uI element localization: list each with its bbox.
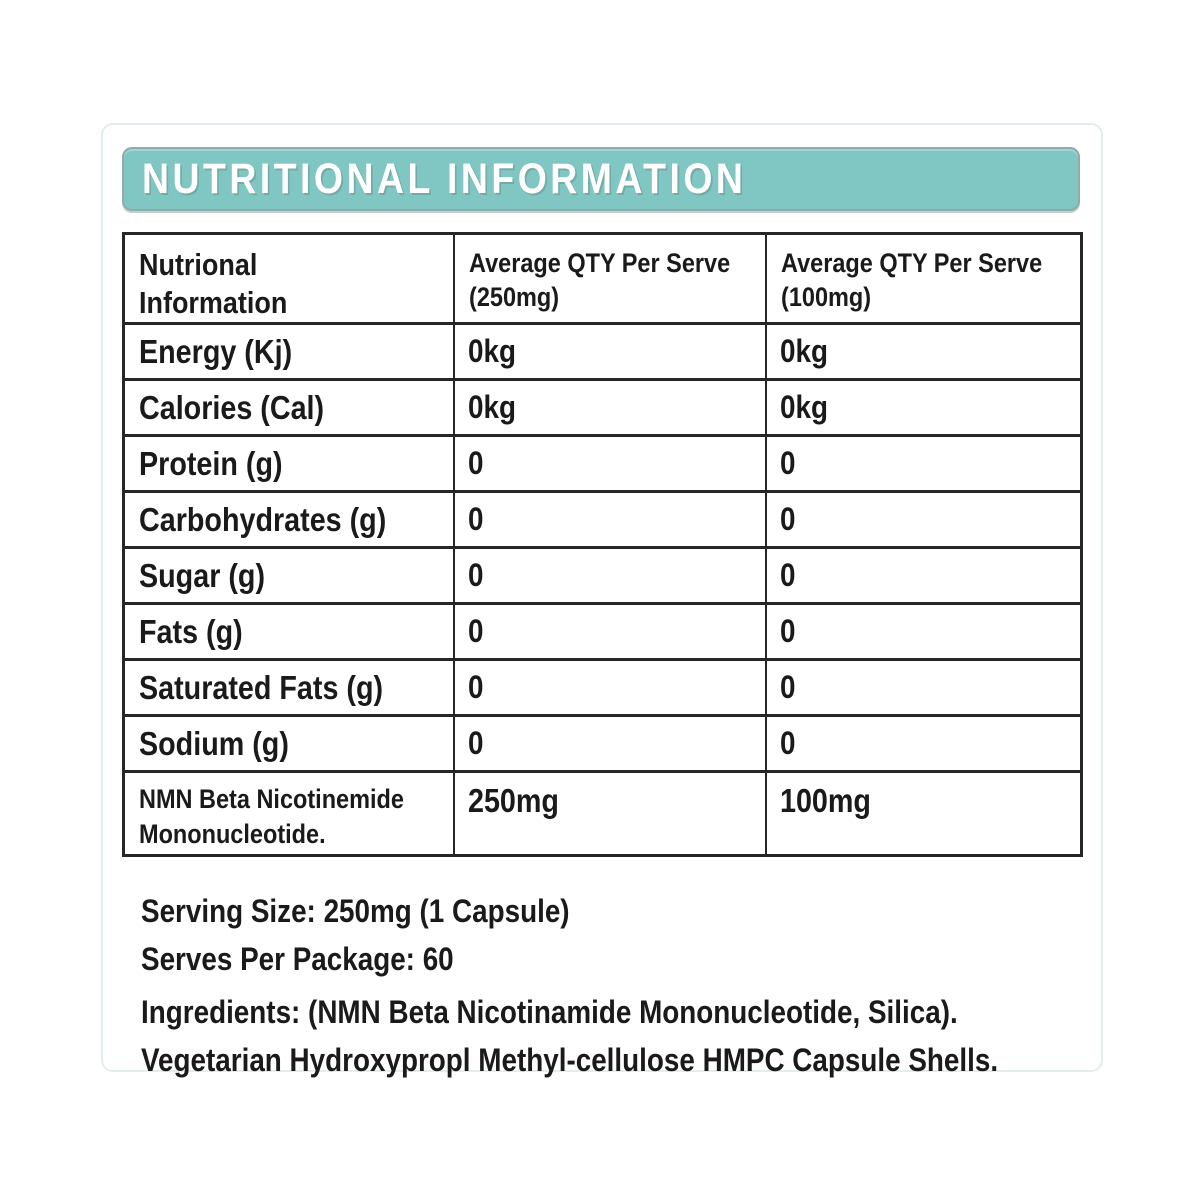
row-value-250-cell bbox=[454, 380, 766, 436]
ingredients-text-2: Vegetarian Hydroxypropl Methyl-cellulose HMPC Capsule Shells. bbox=[141, 1042, 999, 1078]
row-value-250: 0 bbox=[467, 501, 483, 537]
row-value-250-cell bbox=[454, 604, 766, 660]
serves-per-package-line bbox=[141, 935, 1086, 983]
row-value-250-cell bbox=[454, 716, 766, 772]
row-label: Protein (g) bbox=[139, 444, 283, 482]
row-label: Fats (g) bbox=[139, 612, 243, 650]
table-row-protein bbox=[124, 436, 1082, 492]
row-label-cell bbox=[124, 604, 454, 660]
table-header-row bbox=[124, 234, 1082, 324]
row-label: Saturated Fats (g) bbox=[139, 668, 384, 706]
row-value-250-cell bbox=[454, 772, 766, 856]
row-value-250: 0kg bbox=[467, 333, 516, 369]
footer-notes bbox=[141, 887, 1086, 1084]
serving-size-line bbox=[141, 887, 1086, 935]
row-value-100: 0kg bbox=[779, 389, 828, 425]
row-value-100-cell bbox=[766, 324, 1082, 380]
row-label-cell bbox=[124, 436, 454, 492]
row-label-cell bbox=[124, 716, 454, 772]
row-value-100: 0 bbox=[779, 613, 795, 649]
table-row-calories bbox=[124, 380, 1082, 436]
row-value-100-cell bbox=[766, 548, 1082, 604]
row-value-250: 0 bbox=[467, 557, 483, 593]
row-label: Calories (Cal) bbox=[139, 388, 325, 426]
table-row-fats bbox=[124, 604, 1082, 660]
ingredients-line-1 bbox=[141, 988, 1086, 1036]
row-label-cell bbox=[124, 548, 454, 604]
row-value-250: 0 bbox=[467, 725, 483, 761]
row-value-100: 0 bbox=[779, 501, 795, 537]
table-row-carbohydrates bbox=[124, 492, 1082, 548]
row-value-250: 0 bbox=[467, 613, 483, 649]
nutrition-table-wrap bbox=[122, 232, 1080, 857]
row-label-cell bbox=[124, 324, 454, 380]
table-row-sugar bbox=[124, 548, 1082, 604]
row-value-100-cell bbox=[766, 436, 1082, 492]
table-row-energy bbox=[124, 324, 1082, 380]
row-label-cell bbox=[124, 772, 454, 856]
row-label-cell bbox=[124, 660, 454, 716]
row-value-250: 0 bbox=[467, 445, 483, 481]
nutrition-label-card bbox=[101, 123, 1103, 1078]
header-cell-per-serve-250 bbox=[454, 234, 766, 324]
row-label: Sodium (g) bbox=[139, 724, 289, 762]
row-value-100: 0kg bbox=[779, 333, 828, 369]
row-value-100: 0 bbox=[779, 445, 795, 481]
row-value-250-cell bbox=[454, 548, 766, 604]
table-row-nmn bbox=[124, 772, 1082, 856]
header-col2-line1: Average QTY Per Serve bbox=[468, 248, 730, 278]
header-cell-nutritional-information bbox=[124, 234, 454, 324]
row-label: Carbohydrates (g) bbox=[139, 500, 387, 538]
row-value-100-cell bbox=[766, 716, 1082, 772]
row-value-100-cell bbox=[766, 380, 1082, 436]
table-row-sodium bbox=[124, 716, 1082, 772]
header-col1-line1: Nutrional bbox=[139, 247, 258, 282]
row-value-250-cell bbox=[454, 492, 766, 548]
header-cell-per-serve-100 bbox=[766, 234, 1082, 324]
serves-per-package-text: Serves Per Package: 60 bbox=[141, 941, 454, 977]
header-col3-line2: (100mg) bbox=[780, 282, 871, 312]
row-value-100: 0 bbox=[779, 725, 795, 761]
row-label-line2: Mononucleotide. bbox=[139, 819, 326, 849]
row-value-250-cell bbox=[454, 436, 766, 492]
serving-size-text: Serving Size: 250mg (1 Capsule) bbox=[141, 893, 570, 929]
row-value-250: 250mg bbox=[467, 782, 559, 819]
row-value-100: 0 bbox=[779, 557, 795, 593]
row-value-250-cell bbox=[454, 660, 766, 716]
row-value-250-cell bbox=[454, 324, 766, 380]
row-label-line1: NMN Beta Nicotinemide bbox=[139, 784, 404, 814]
row-value-100-cell bbox=[766, 660, 1082, 716]
row-value-250: 0 bbox=[467, 669, 483, 705]
banner bbox=[122, 147, 1080, 211]
banner-title: NUTRITIONAL INFORMATION bbox=[142, 154, 747, 203]
row-value-100-cell bbox=[766, 604, 1082, 660]
row-value-100-cell bbox=[766, 772, 1082, 856]
row-label: Energy (Kj) bbox=[139, 332, 293, 370]
header-col1-line2: Information bbox=[139, 285, 288, 320]
row-label: Sugar (g) bbox=[139, 556, 266, 594]
row-value-100: 0 bbox=[779, 669, 795, 705]
table-row-saturated-fats bbox=[124, 660, 1082, 716]
row-value-100: 100mg bbox=[779, 782, 871, 819]
ingredients-text-1: Ingredients: (NMN Beta Nicotinamide Mononucleotide, Silica). bbox=[141, 994, 958, 1030]
nutrition-table bbox=[122, 232, 1083, 857]
row-value-100-cell bbox=[766, 492, 1082, 548]
row-label-cell bbox=[124, 380, 454, 436]
header-col2-line2: (250mg) bbox=[468, 282, 559, 312]
ingredients-line-2 bbox=[141, 1036, 1086, 1084]
header-col3-line1: Average QTY Per Serve bbox=[780, 248, 1042, 278]
row-label-cell bbox=[124, 492, 454, 548]
row-value-250: 0kg bbox=[467, 389, 516, 425]
